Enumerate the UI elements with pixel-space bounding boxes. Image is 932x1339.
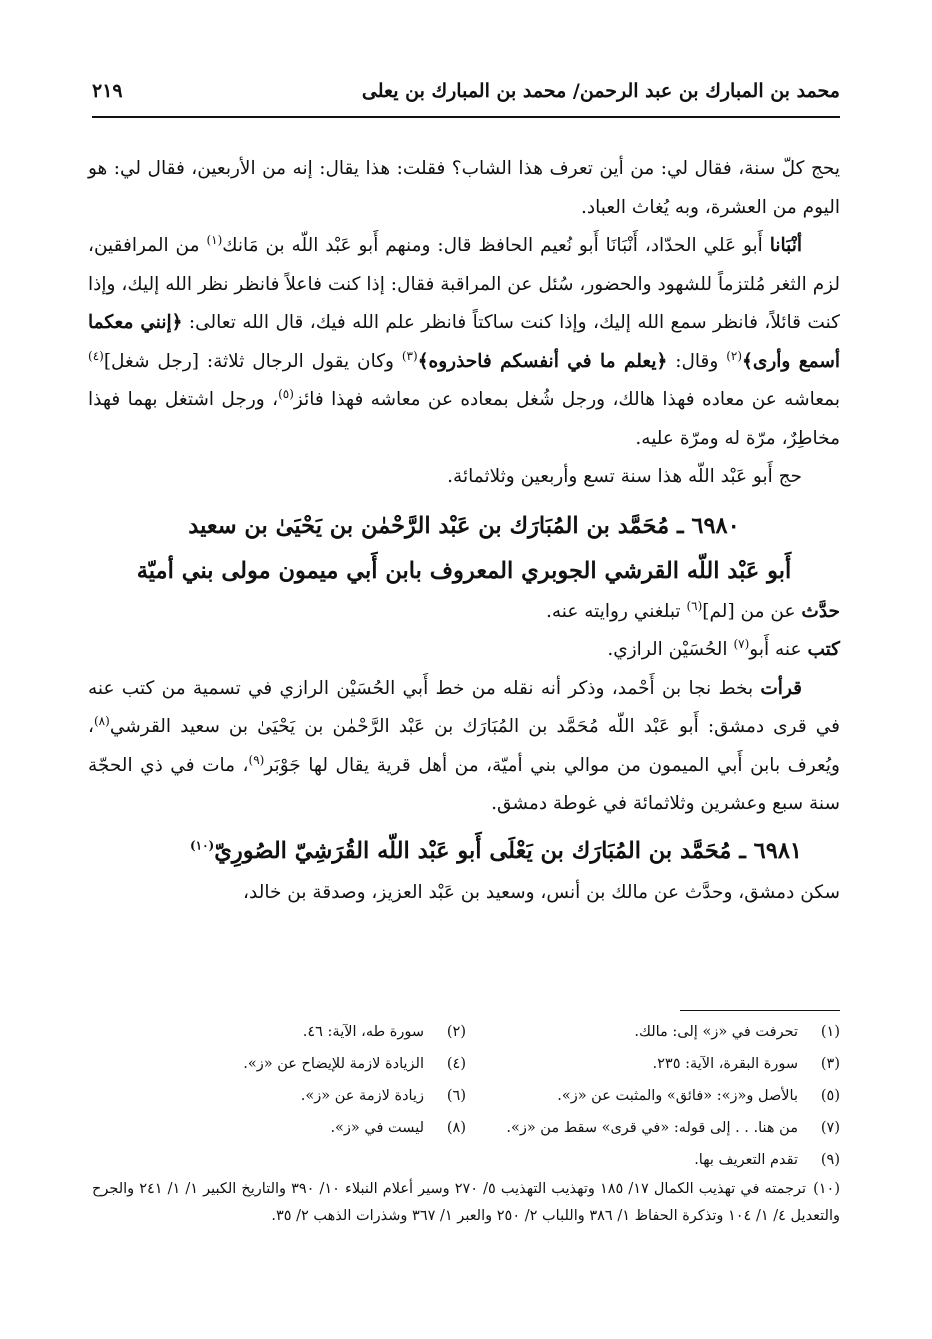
footnote-number: (٧) [820, 1120, 840, 1136]
footnote-text: زيادة لازمة عن «ز». [300, 1088, 424, 1104]
text-run: تبلغني روايته عنه. [545, 600, 687, 622]
footnote-number: (٣) [820, 1056, 840, 1072]
footnote-6 [92, 1088, 466, 1104]
footnote-number: (١٠) [813, 1181, 840, 1197]
footnote-number: (٦) [446, 1088, 466, 1104]
entry-6980-line-1 [88, 593, 840, 632]
footnote-row [92, 1016, 840, 1048]
main-text [88, 150, 840, 912]
footnote-number: (٩) [820, 1152, 840, 1168]
footnote-ref-7: (٧) [733, 636, 750, 651]
entry-6980-subtitle: أَبو عَبْد اللّه القرشي الجوبري المعروف بابن أَبي ميمون مولى بني أميّة [136, 557, 792, 584]
text-run: ، مات في ذي الحجّة سنة سبع وعشرين وثلاثمائة في غوطة دمشق. [88, 754, 840, 814]
footnote-ref-9: (٩) [248, 752, 265, 767]
footnote-text: ليست في «ز». [330, 1120, 424, 1136]
footnote-number: (٨) [446, 1120, 466, 1136]
footnote-text: تقدم التعريف بها. [694, 1152, 798, 1168]
keyword-haddath: حدَّث [801, 600, 840, 622]
footnote-ref-2: (٢) [726, 348, 743, 363]
footnote-ref-1: (١) [206, 232, 223, 247]
footnote-row [92, 1144, 840, 1176]
footnote-ref-6: (٦) [686, 598, 703, 613]
footnote-number: (٤) [446, 1056, 466, 1072]
quran-verse-2: ﴿يعلم ما في أنفسكم فاحذروه﴾ [417, 350, 668, 372]
text-run: ، ورجل اشتغل بهما فهذا مخاطِرٌ، مرّة له ومرّة عليه. [88, 389, 840, 449]
footnote-text: تحرفت في «ز» إلى: مالك. [634, 1024, 798, 1040]
footnote-4 [92, 1056, 466, 1072]
text-run: من المرافقين، لزم الثغر مُلتزماً للشهود والحضور، سُئل عن المراقبة فقال: إذا كنت فاعلاً فانظر نظر الله إليك، وإذا كنت قائلاً، فانظر سمع الله إليك، وإذا كنت ساكتاً فانظر علم الله فيك، قال الله تعالى: [88, 235, 840, 333]
footnote-row [92, 1112, 840, 1144]
paragraph-2 [88, 227, 840, 458]
text-run: وقال: [667, 350, 727, 372]
running-header [92, 76, 840, 118]
footnotes [92, 1016, 840, 1230]
footnote-ref-10: (١٠) [189, 838, 215, 852]
footnote-text: ترجمته في تهذيب الكمال ١٧/ ١٨٥ وتهذيب التهذيب ٥/ ٢٧٠ وسير أعلام النبلاء ١٠/ ٣٩٠ والتاريخ الكبير ١/ ١/ ٢٤١ والجرح والتعديل ٤/ ١/ ١٠٤ وتذكرة الحفاظ ١/ ٣٨٦ واللباب ٢/ ٢٥٠ والعبر ١/ ٣٦٧ وشذرات الذهب ٢/ ٣٥. [92, 1181, 840, 1224]
text-run: الحُسَيْن الرازي. [607, 639, 734, 660]
text-run: بخط نجا بن أَحْمد، وذكر أنه نقله من خط أَبي الحُسَيْن الرازي في تسمية من كتب عنه في قرى دمشق: أَبو عَبْد اللّه مُحَمَّد بن المُبَارَك بن عَبْد الرَّحْمٰن بن يَحْيَىٰ بن سعيد القرشي [88, 677, 840, 737]
footnote-ref-8: (٨) [93, 713, 110, 728]
footnote-5 [466, 1088, 840, 1104]
footnote-ref-5: (٥) [278, 386, 294, 401]
footnote-7 [466, 1120, 840, 1136]
footnote-8 [92, 1120, 466, 1136]
footnote-number: (٥) [820, 1088, 840, 1104]
text-run: عن من [لم] [702, 600, 802, 622]
text-run: ، ويُعرف بابن أَبي الميمون من موالي بني أميّة، من أهل قرية يقال لها جَوْبَر [88, 716, 840, 776]
footnote-text: سورة البقرة، الآية: ٢٣٥. [652, 1056, 798, 1072]
entry-6980-title: ٦٩٨٠ ـ مُحَمَّد بن المُبَارَك بن عَبْد الرَّحْمٰن بن يَحْيَىٰ بن سعيد [188, 512, 740, 539]
footnote-text: بالأصل و«ز»: «فائق» والمثبت عن «ز». [557, 1088, 798, 1104]
footnote-ref-3: (٣) [401, 348, 418, 363]
footnote-number: (١) [820, 1024, 840, 1040]
footnote-ref-4: (٤) [88, 348, 104, 363]
entry-6980-line-2 [88, 631, 840, 670]
text-run: أَبو عَلي الحدّاد، أَنْبَانَا أَبو نُعيم الحافظ قال: ومنهم أَبو عَبْد اللّه بن مَانك [222, 235, 770, 256]
footnote-row [92, 1080, 840, 1112]
keyword-qaraat: قرأت [760, 677, 802, 699]
keyword-anbana: أنْبَانا [769, 235, 802, 256]
footnote-1 [466, 1024, 840, 1040]
footnote-text: الزيادة لازمة للإيضاح عن «ز». [243, 1056, 424, 1072]
entry-6981-title [88, 828, 840, 874]
quran-verse-1: ﴿إنني معكما أسمع وأرى﴾ [88, 312, 840, 372]
footnote-text: من هنا. . . إلى قوله: «في قرى» سقط من «ز». [506, 1120, 798, 1136]
footnote-10 [92, 1176, 840, 1230]
footnote-row [92, 1048, 840, 1080]
running-title: محمد بن المبارك بن عبد الرحمن/ محمد بن المبارك بن يعلى [361, 80, 840, 102]
paragraph-1: يحج كلّ سنة، فقال لي: من أين تعرف هذا الشاب؟ فقلت: هذا يقال: إنه من الأربعين، فقال لي: هو اليوم من العشرة، وبه يُغاث العباد. [88, 158, 840, 218]
footnote-number: (٢) [446, 1024, 466, 1040]
footnote-2 [92, 1024, 466, 1040]
footnote-3 [466, 1056, 840, 1072]
footnote-text: سورة طه، الآية: ٤٦. [302, 1024, 424, 1040]
text-run: عنه أَبو [749, 639, 808, 660]
entry-6981-title-text: ٦٩٨١ ـ مُحَمَّد بن المُبَارَك بن يَعْلَى أَبو عَبْد اللّه القُرَشِيّ الصُورِيّ [214, 837, 802, 864]
page-number: ٢١٩ [92, 80, 123, 102]
keyword-kataba: كتب [807, 639, 840, 660]
paragraph-3: حج أَبو عَبْد اللّه هذا سنة تسع وأربعين وثلاثمائة. [447, 466, 802, 487]
entry-6980-paragraph [88, 670, 840, 824]
footnote-9 [466, 1152, 840, 1168]
text-run: وكان يقول الرجال ثلاثة: [رجل شغل] [103, 350, 402, 372]
text-run: بمعاشه عن معاده فهذا هالك، ورجل شُغل بمعاده عن معاشه فهذا فائز [293, 389, 840, 410]
footnote-divider [680, 1010, 840, 1011]
entry-6981-line-1: سكن دمشق، وحدَّث عن مالك بن أنس، وسعيد بن عَبْد العزيز، وصدقة بن خالد، [243, 881, 840, 903]
